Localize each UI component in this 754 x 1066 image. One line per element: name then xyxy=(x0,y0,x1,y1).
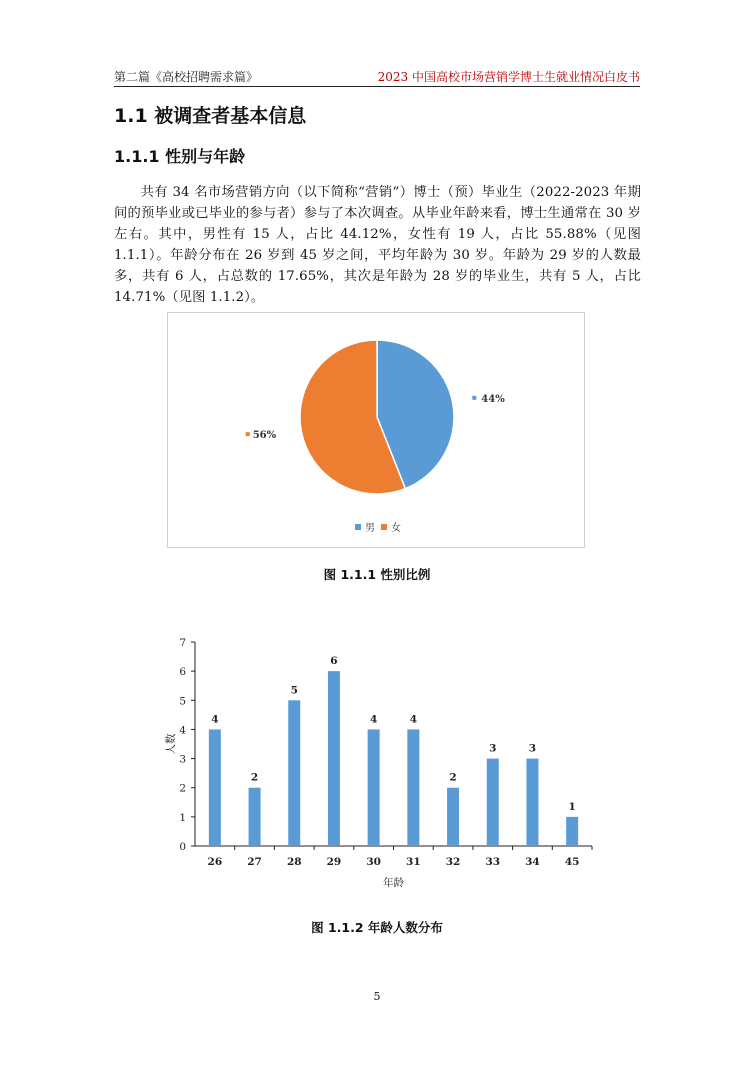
bar-29 xyxy=(328,671,340,846)
y-tick-label-2: 2 xyxy=(179,782,186,795)
bar-value-label-45: 1 xyxy=(568,800,576,813)
x-axis-title: 年龄 xyxy=(383,877,404,889)
x-tick-label-29: 29 xyxy=(326,856,342,868)
y-axis-title: 人数 xyxy=(165,733,177,755)
bar-chart xyxy=(0,630,754,890)
legend-label-0: 男 xyxy=(365,523,375,534)
y-tick-label-5: 5 xyxy=(179,695,186,708)
bar-value-label-26: 4 xyxy=(211,713,219,726)
bar-value-label-32: 2 xyxy=(449,771,457,784)
bar-value-label-33: 3 xyxy=(489,742,497,755)
pie-data-label-0: 44% xyxy=(481,393,505,405)
bar-value-label-34: 3 xyxy=(528,742,537,755)
bar-34 xyxy=(526,759,538,846)
x-tick-label-32: 32 xyxy=(445,856,461,868)
pie-chart xyxy=(168,313,584,547)
bar-45 xyxy=(566,817,578,846)
pie-data-label-1: 56% xyxy=(252,430,277,442)
bar-30 xyxy=(368,729,380,846)
y-tick-label-7: 7 xyxy=(179,637,186,649)
figure-2-caption: 图 1.1.2 年龄人数分布 xyxy=(311,920,443,935)
bar-26 xyxy=(209,729,221,846)
bar-value-label-31: 4 xyxy=(409,713,418,726)
legend-swatch-0 xyxy=(355,524,361,530)
bar-value-label-28: 5 xyxy=(290,684,298,697)
y-tick-label-6: 6 xyxy=(179,666,186,679)
header-right-title: 2023 中国高校市场营销学博士生就业情况白皮书 xyxy=(377,70,640,84)
legend-swatch-1 xyxy=(381,524,387,530)
bar-28 xyxy=(288,700,300,846)
header-left-title: 第二篇《高校招聘需求篇》 xyxy=(114,70,259,84)
x-tick-label-34: 34 xyxy=(525,856,540,868)
y-tick-label-0: 0 xyxy=(179,841,186,853)
pie-label-swatch-1 xyxy=(246,432,250,436)
y-tick-label-4: 4 xyxy=(179,724,186,737)
section-title: 1.1 被调查者基本信息 xyxy=(114,105,307,127)
bar-33 xyxy=(487,759,499,846)
body-paragraph: 共有 34 名市场营销方向（以下简称“营销”）博士（预）毕业生（2022-2023 年期间的预毕业或已毕业的参与者）参与了本次调查。从毕业年龄来看，博士生通常在 30 岁左右。其中，男性有 15 人，占比 44.12%，女性有 19 人，占比 55.88%（见图 1.1.1）。年龄分布在 26 岁到 45 岁之间，平均年龄为 30 岁。年龄为 29 岁的人数最多，共有 6 人，占总数的 17.65%，其次是年龄为 28 岁的毕业生，共有 5 人，占比 14.71%（见图 1.1.2）。 xyxy=(114,185,641,305)
bar-32 xyxy=(447,788,459,846)
x-tick-label-33: 33 xyxy=(485,856,501,868)
page-number: 5 xyxy=(373,990,381,1003)
section-subtitle: 1.1.1 性别与年龄 xyxy=(114,147,246,166)
pie-chart-frame xyxy=(167,312,585,548)
y-tick-label-1: 1 xyxy=(179,811,186,824)
bar-value-label-30: 4 xyxy=(369,713,378,726)
x-tick-label-45: 45 xyxy=(564,856,580,868)
header-divider xyxy=(114,86,640,87)
bar-31 xyxy=(407,729,419,846)
x-tick-label-31: 31 xyxy=(406,856,421,868)
x-tick-label-30: 30 xyxy=(366,856,381,868)
x-tick-label-26: 26 xyxy=(207,856,223,868)
bar-value-label-27: 2 xyxy=(250,771,259,784)
x-tick-label-27: 27 xyxy=(247,856,262,868)
pie-label-swatch-0 xyxy=(472,396,476,400)
figure-1-caption: 图 1.1.1 性别比例 xyxy=(323,567,431,582)
x-tick-label-28: 28 xyxy=(286,856,302,868)
legend-label-1: 女 xyxy=(391,523,401,534)
bar-value-label-29: 6 xyxy=(330,655,338,668)
y-tick-label-3: 3 xyxy=(179,753,186,766)
bar-27 xyxy=(249,788,261,846)
